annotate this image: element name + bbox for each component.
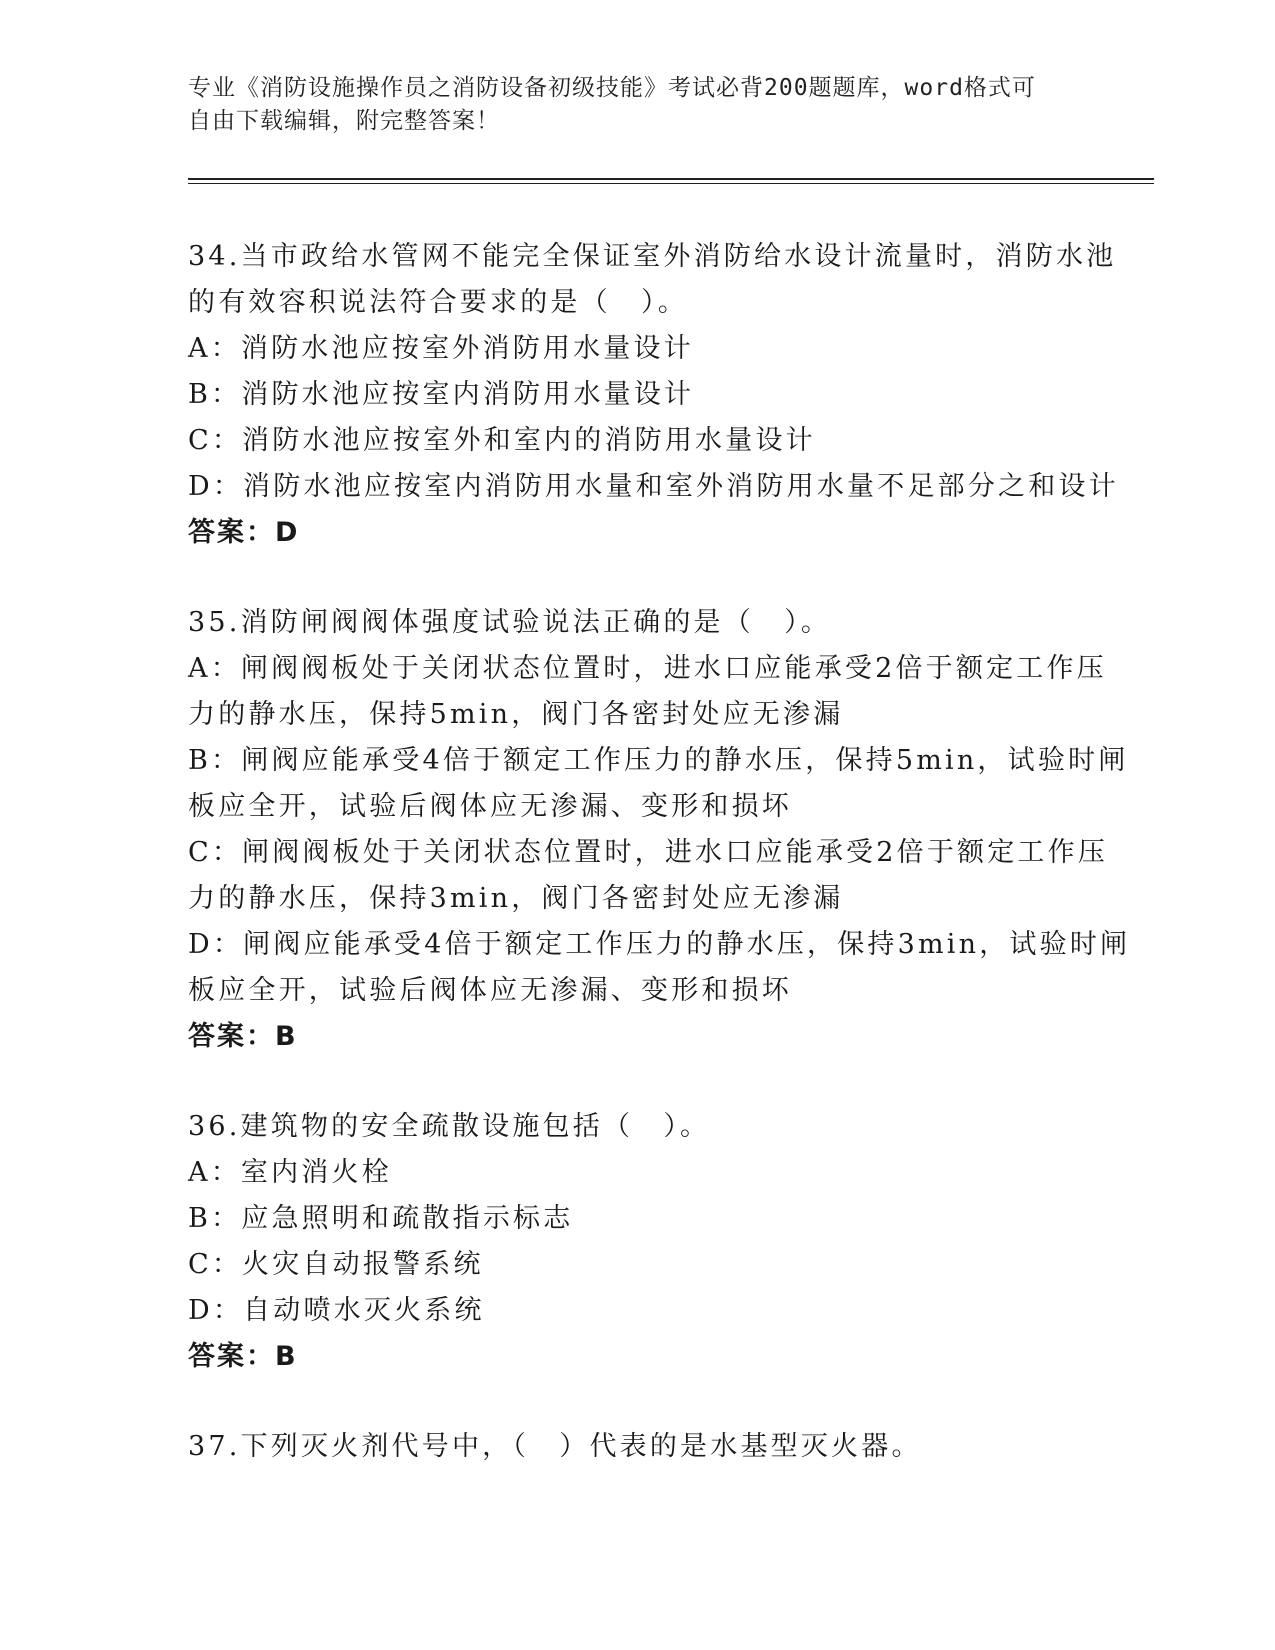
header-divider-thin [188,183,1154,184]
option-d: D：闸阀应能承受4倍于额定工作压力的静水压，保持3min，试验时闸 [188,929,1131,960]
option-b: B：应急照明和疏散指示标志 [188,1203,574,1234]
option-c: C：火灾自动报警系统 [188,1249,484,1280]
option-d: D：自动喷水灭火系统 [188,1295,485,1326]
option-c-continued: 力的静水压，保持3min，阀门各密封处应无渗漏 [188,883,844,914]
header-line-2: 自由下载编辑，附完整答案！ [188,108,500,134]
option-b: B：消防水池应按室内消防用水量设计 [188,379,695,410]
option-b: B：闸阀应能承受4倍于额定工作压力的静水压，保持5min，试验时闸 [188,745,1129,776]
option-b-continued: 板应全开，试验后阀体应无渗漏、变形和损坏 [188,791,792,822]
document-header [188,72,1088,138]
question-36 [188,1104,1088,1380]
header-divider-thick [188,178,1154,180]
question-stem: 36.建筑物的安全疏散设施包括（ ）。 [188,1111,711,1142]
question-stem: 35.消防闸阀阀体强度试验说法正确的是（ ）。 [188,607,832,638]
answer: 答案：D [188,517,300,548]
question-37 [188,1424,1088,1470]
option-c: C：闸阀阀板处于关闭状态位置时，进水口应能承受2倍于额定工作压 [188,837,1109,868]
question-34 [188,234,1119,556]
option-a: A：消防水池应按室外消防用水量设计 [188,333,694,364]
question-stem: 37.下列灭火剂代号中，（ ）代表的是水基型灭火器。 [188,1431,922,1462]
option-d-continued: 板应全开，试验后阀体应无渗漏、变形和损坏 [188,975,792,1006]
option-c: C：消防水池应按室外和室内的消防用水量设计 [188,425,816,456]
question-stem: 的有效容积说法符合要求的是（ ）。 [188,287,688,318]
header-line-1: 专业《消防设施操作员之消防设备初级技能》考试必背200题题库，word格式可 [188,75,1036,101]
question-list [188,234,1131,1514]
question-stem: 34.当市政给水管网不能完全保证室外消防给水设计流量时，消防水池 [188,241,1117,272]
option-a: A：闸阀阀板处于关闭状态位置时，进水口应能承受2倍于额定工作压 [188,653,1107,684]
option-a: A：室内消火栓 [188,1157,392,1188]
option-d: D：消防水池应按室内消防用水量和室外消防用水量不足部分之和设计 [188,471,1119,502]
answer: 答案：B [188,1341,298,1372]
answer: 答案：B [188,1021,298,1052]
question-35 [188,600,1131,1060]
option-a-continued: 力的静水压，保持5min，阀门各密封处应无渗漏 [188,699,844,730]
